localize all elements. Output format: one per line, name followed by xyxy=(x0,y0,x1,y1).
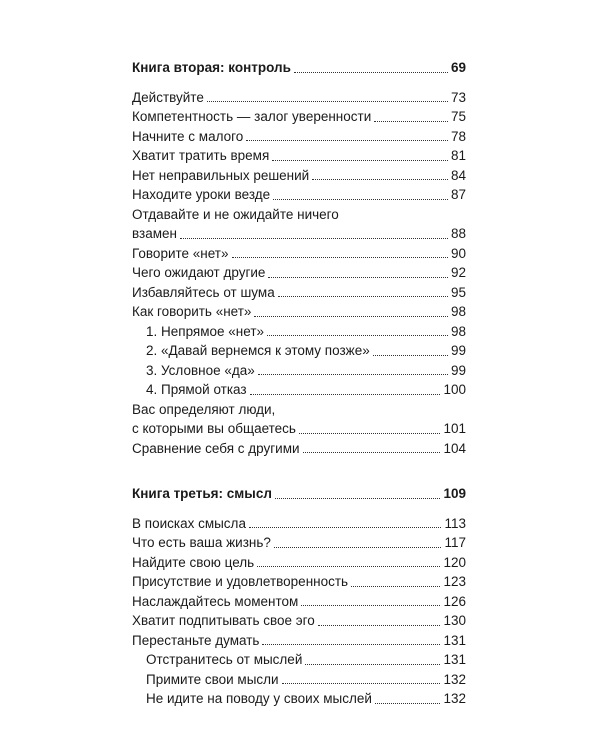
toc-entry[interactable] xyxy=(132,283,466,303)
toc-entry[interactable] xyxy=(132,263,466,283)
dot-leader xyxy=(268,277,448,278)
dot-leader xyxy=(282,683,441,684)
toc-page-number: 120 xyxy=(443,554,466,570)
toc-heading-title: Книга вторая: контроль xyxy=(132,60,291,75)
toc-entry-title: Нет неправильных решений xyxy=(132,167,310,183)
dot-leader xyxy=(258,374,448,375)
dot-leader xyxy=(318,625,441,626)
toc-page-number: 131 xyxy=(443,632,466,648)
dot-leader xyxy=(312,179,448,180)
toc-entry-title: В поисках смысла xyxy=(132,515,246,531)
toc-page-number: 88 xyxy=(450,226,466,241)
toc-page-number: 99 xyxy=(450,343,466,358)
toc-entry[interactable] xyxy=(132,185,466,205)
toc-entry[interactable] xyxy=(132,146,466,166)
toc-page-number: 84 xyxy=(450,167,466,183)
toc-entry[interactable] xyxy=(132,631,466,651)
dot-leader xyxy=(303,452,441,453)
dot-leader xyxy=(351,586,440,587)
dot-leader xyxy=(267,335,448,336)
toc-entry[interactable] xyxy=(132,302,466,322)
toc-page-number: 117 xyxy=(444,535,466,550)
toc-entry[interactable] xyxy=(132,244,466,264)
dot-leader xyxy=(246,140,448,141)
toc-heading-book-two[interactable] xyxy=(132,58,466,78)
toc-entry-title: с которыми вы общаетесь xyxy=(132,421,296,436)
toc-page-number: 130 xyxy=(443,613,466,628)
toc-entry[interactable] xyxy=(132,166,466,186)
toc-entry-title: Чего ожидают другие xyxy=(132,265,266,280)
toc-entry-title: взамен xyxy=(132,226,177,241)
toc-subentry[interactable] xyxy=(132,650,466,670)
toc-page-number: 123 xyxy=(443,574,466,589)
toc-page-number: 69 xyxy=(450,60,466,75)
toc-page-number: 101 xyxy=(443,421,466,436)
toc-entry-title: Не идите на поводу у своих мыслей xyxy=(146,691,372,706)
toc-entry-title: Сравнение себя с другими xyxy=(132,440,300,456)
toc-entry[interactable] xyxy=(132,88,466,108)
toc-entry[interactable] xyxy=(132,107,466,127)
toc-entry-title: Что есть ваша жизнь? xyxy=(132,535,271,550)
toc-subentry[interactable] xyxy=(132,380,466,400)
toc-entry-title: Действуйте xyxy=(132,89,204,105)
toc-entry[interactable] xyxy=(132,611,466,631)
dot-leader xyxy=(305,664,440,665)
dot-leader xyxy=(299,433,441,434)
toc-page-number: 99 xyxy=(450,362,466,378)
toc-entry-title: Говорите «нет» xyxy=(132,245,229,261)
toc-page-number: 109 xyxy=(443,486,466,501)
toc-entry-line1[interactable] xyxy=(132,205,466,225)
toc-entry-title: Отдавайте и не ожидайте ничего xyxy=(132,206,339,222)
toc-heading-title: Книга третья: смысл xyxy=(132,486,272,501)
toc-entry[interactable] xyxy=(132,572,466,592)
toc-entry-title: Перестаньте думать xyxy=(132,632,260,648)
dot-leader xyxy=(373,355,448,356)
toc-subentry[interactable] xyxy=(132,361,466,381)
toc-entry-title: Вас определяют люди, xyxy=(132,401,276,417)
toc-page-number: 73 xyxy=(450,89,466,105)
dot-leader xyxy=(375,703,441,704)
toc-page-number: 113 xyxy=(444,515,466,531)
dot-leader xyxy=(273,199,448,200)
dot-leader xyxy=(374,121,448,122)
dot-leader xyxy=(254,316,448,317)
toc-entry-title: Наслаждайтесь моментом xyxy=(132,593,299,609)
dot-leader xyxy=(301,605,440,606)
toc-subentry[interactable] xyxy=(132,341,466,361)
toc-entry[interactable] xyxy=(132,439,466,459)
toc-entry[interactable] xyxy=(132,127,466,147)
dot-leader xyxy=(275,498,441,499)
toc-entry[interactable] xyxy=(132,514,466,534)
toc-entry[interactable] xyxy=(132,533,466,553)
toc-entry-line1[interactable] xyxy=(132,400,466,420)
toc-page-number: 87 xyxy=(450,187,466,202)
toc-page-number: 98 xyxy=(450,304,466,319)
toc-entry-title: Примите свои мысли xyxy=(146,671,279,687)
dot-leader xyxy=(278,296,448,297)
toc-entry-title: Избавляйтесь от шума xyxy=(132,284,275,300)
toc-entry-title: Как говорить «нет» xyxy=(132,304,252,319)
toc-entry-title: 3. Условное «да» xyxy=(146,362,255,378)
table-of-contents xyxy=(132,58,466,709)
toc-entry-title: 4. Прямой отказ xyxy=(146,382,247,397)
toc-entry-title: Компетентность — залог уверенности xyxy=(132,109,372,124)
toc-entry-title: Найдите свою цель xyxy=(132,554,255,570)
toc-entry[interactable] xyxy=(132,592,466,612)
toc-page-number: 126 xyxy=(443,593,466,609)
toc-entry[interactable] xyxy=(132,419,466,439)
toc-entry[interactable] xyxy=(132,224,466,244)
toc-page-number: 100 xyxy=(443,382,466,397)
toc-entry-title: 1. Непрямое «нет» xyxy=(146,323,265,339)
dot-leader xyxy=(294,72,448,73)
dot-leader xyxy=(180,238,448,239)
toc-heading-book-three[interactable] xyxy=(132,484,466,504)
toc-entry-title: Хватит подпитывать свое эго xyxy=(132,613,315,628)
toc-page-number: 90 xyxy=(450,245,466,261)
toc-entry-title: Находите уроки везде xyxy=(132,187,271,202)
toc-entry-title: 2. «Давай вернемся к этому позже» xyxy=(146,343,370,358)
toc-page-number: 104 xyxy=(443,440,466,456)
dot-leader xyxy=(274,547,442,548)
dot-leader xyxy=(249,527,442,528)
toc-page-number: 92 xyxy=(450,265,466,280)
toc-entry[interactable] xyxy=(132,553,466,573)
toc-entry-title: Присутствие и удовлетворенность xyxy=(132,574,349,589)
toc-page-number: 81 xyxy=(450,148,466,163)
toc-page-number: 78 xyxy=(450,128,466,144)
dot-leader xyxy=(272,160,448,161)
toc-page-number: 75 xyxy=(450,109,466,124)
toc-entry-title: Хватит тратить время xyxy=(132,148,270,163)
toc-subentry[interactable] xyxy=(132,322,466,342)
toc-page-number: 132 xyxy=(443,691,466,706)
toc-page-number: 98 xyxy=(450,323,466,339)
dot-leader xyxy=(250,394,441,395)
toc-entry-title: Начните с малого xyxy=(132,128,244,144)
toc-entry-title: Отстранитесь от мыслей xyxy=(146,652,303,667)
toc-subentry[interactable] xyxy=(132,689,466,709)
toc-page-number: 131 xyxy=(443,652,466,667)
toc-subentry[interactable] xyxy=(132,670,466,690)
toc-page-number: 132 xyxy=(443,671,466,687)
toc-page-number: 95 xyxy=(450,284,466,300)
dot-leader xyxy=(207,101,448,102)
dot-leader xyxy=(257,566,440,567)
dot-leader xyxy=(232,257,448,258)
dot-leader xyxy=(262,644,440,645)
